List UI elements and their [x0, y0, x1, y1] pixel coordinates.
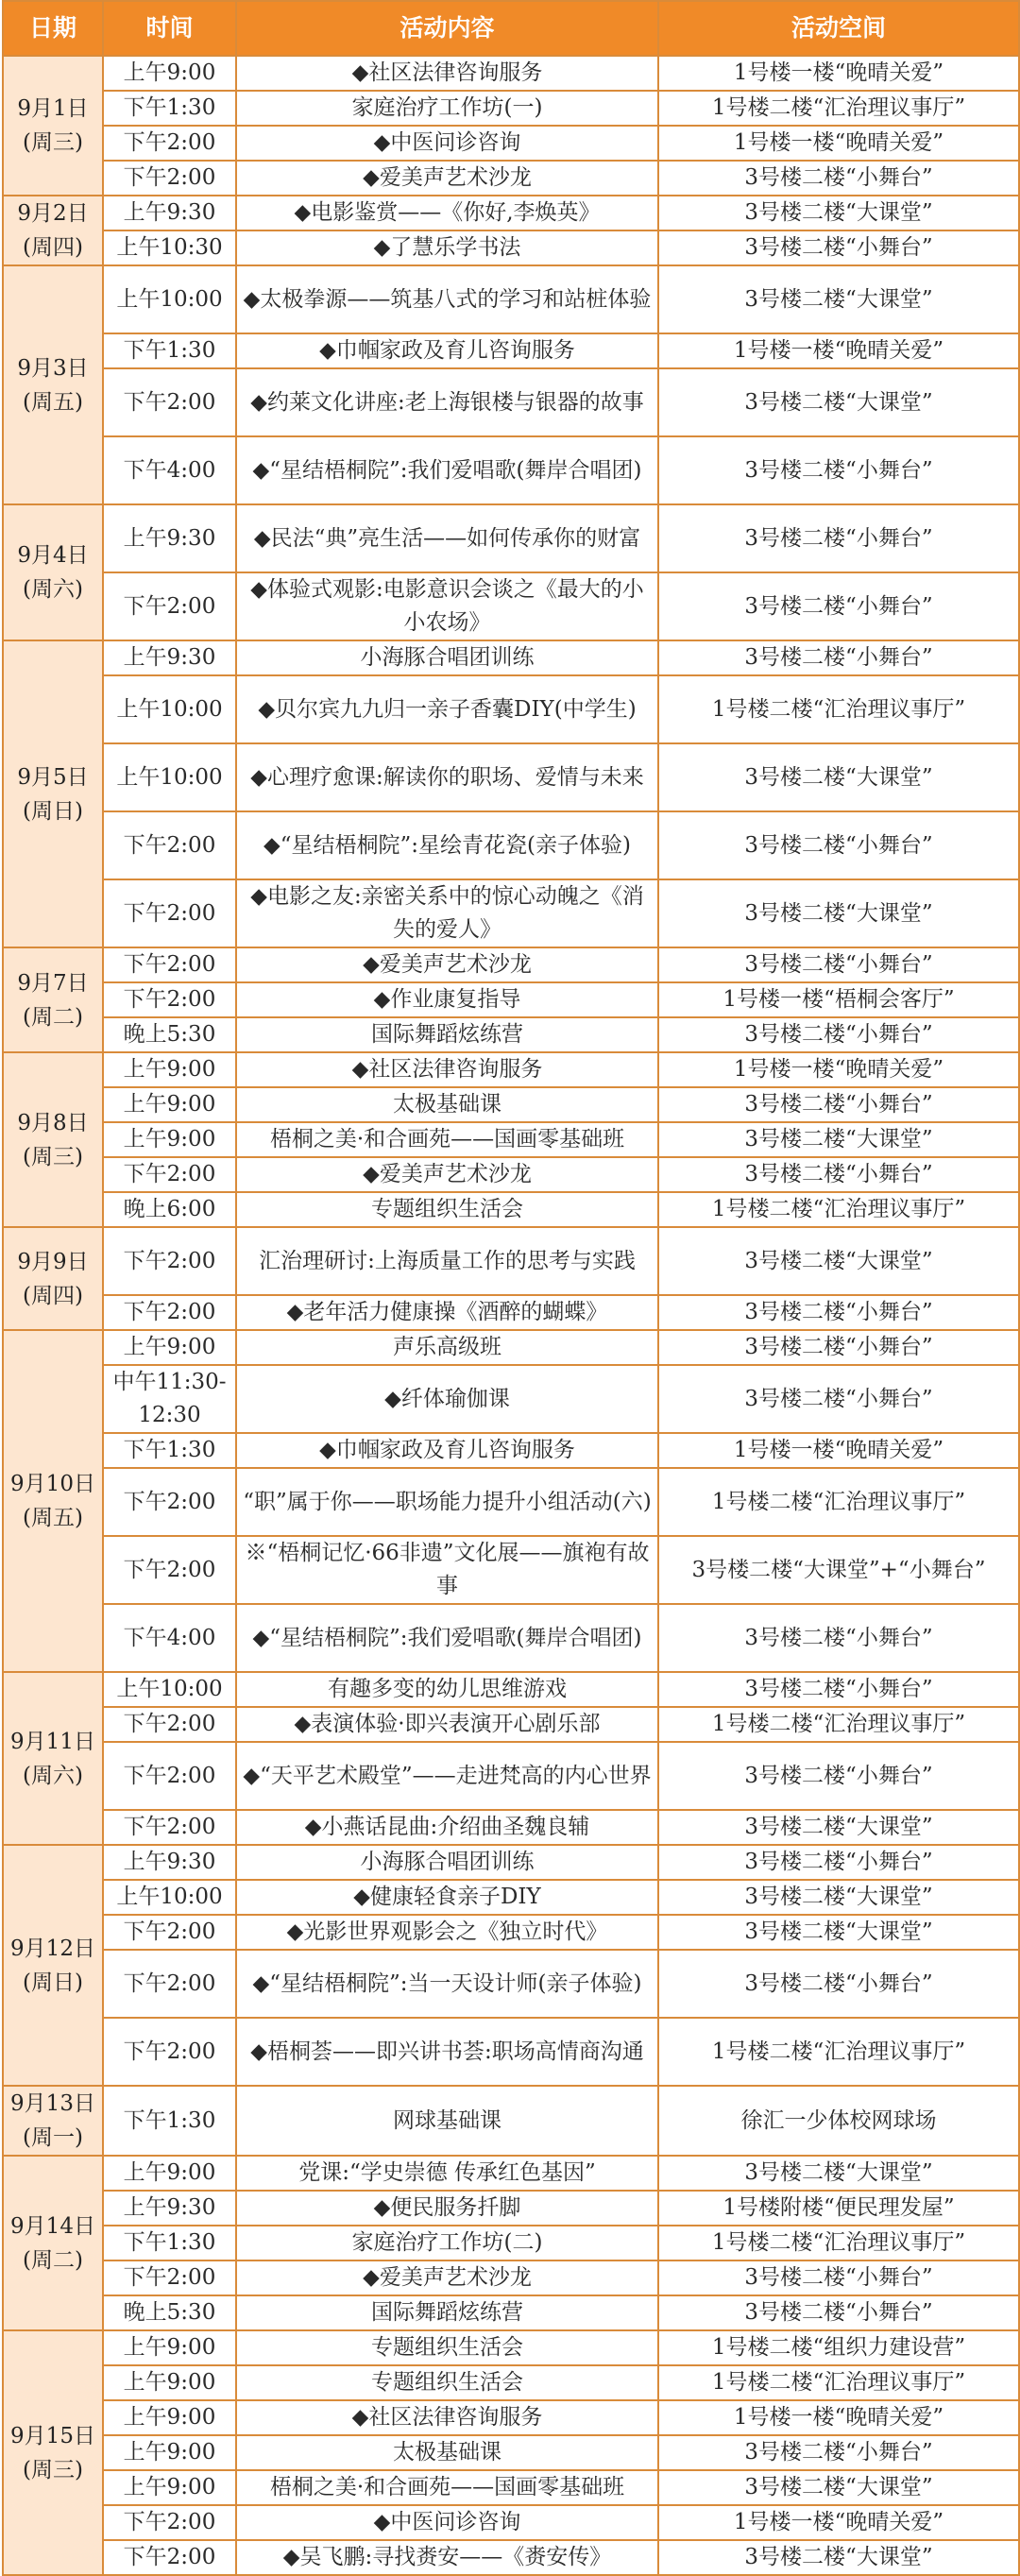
- date-label: 9月2日: [17, 201, 89, 226]
- table-row: [3, 126, 1019, 161]
- space-cell: 3号楼二楼“小舞台”: [658, 504, 1019, 572]
- table-row: [3, 504, 1019, 572]
- table-row: [3, 1950, 1019, 2018]
- content-cell: ◆了慧乐学书法: [236, 230, 658, 265]
- table-row: [3, 1122, 1019, 1157]
- date-cell: [3, 265, 103, 504]
- content-cell: ◆社区法律咨询服务: [236, 56, 658, 91]
- content-cell: ◆巾帼家政及育儿咨询服务: [236, 333, 658, 368]
- content-cell: ◆表演体验·即兴表演开心剧乐部: [236, 1707, 658, 1742]
- space-cell: 1号楼一楼“晚晴关爱”: [658, 333, 1019, 368]
- table-row: [3, 1295, 1019, 1330]
- space-cell: 3号楼二楼“小舞台”: [658, 1157, 1019, 1192]
- weekday-label: (周五): [23, 389, 83, 415]
- table-row: [3, 947, 1019, 982]
- table-row: [3, 1330, 1019, 1365]
- content-cell: ◆“天平艺术殿堂”——走进梵高的内心世界: [236, 1742, 658, 1810]
- space-cell: 1号楼二楼“汇治理议事厅”: [658, 2018, 1019, 2086]
- date-cell: [3, 640, 103, 947]
- time-cell: 中午11:30-12:30: [103, 1365, 236, 1433]
- content-cell: ◆健康轻食亲子DIY: [236, 1880, 658, 1915]
- space-cell: 3号楼二楼“小舞台”: [658, 1950, 1019, 2018]
- space-cell: 1号楼一楼“晚晴关爱”: [658, 1433, 1019, 1468]
- weekday-label: (周二): [23, 1004, 83, 1030]
- time-cell: 上午9:30: [103, 196, 236, 230]
- weekday-label: (周三): [23, 130, 83, 155]
- time-cell: 上午10:00: [103, 743, 236, 811]
- space-cell: 3号楼二楼“大课堂”: [658, 743, 1019, 811]
- time-cell: 晚上5:30: [103, 2295, 236, 2330]
- space-cell: 1号楼一楼“晚晴关爱”: [658, 2505, 1019, 2540]
- date-cell: [3, 1672, 103, 1845]
- table-row: [3, 2505, 1019, 2540]
- date-label: 9月3日: [17, 355, 89, 381]
- content-cell: ◆社区法律咨询服务: [236, 1052, 658, 1087]
- date-cell: [3, 1330, 103, 1672]
- space-cell: 3号楼二楼“小舞台”: [658, 230, 1019, 265]
- weekday-label: (周三): [23, 1144, 83, 1169]
- time-cell: 下午2:00: [103, 1915, 236, 1950]
- date-cell: [3, 1845, 103, 2086]
- content-cell: ◆爱美声艺术沙龙: [236, 947, 658, 982]
- content-cell: ◆“星结梧桐院”:当一天设计师(亲子体验): [236, 1950, 658, 2018]
- space-cell: 1号楼二楼“汇治理议事厅”: [658, 1192, 1019, 1227]
- time-cell: 晚上6:00: [103, 1192, 236, 1227]
- space-cell: 3号楼二楼“小舞台”: [658, 1295, 1019, 1330]
- date-cell: [3, 56, 103, 196]
- table-row: [3, 1087, 1019, 1122]
- date-cell: [3, 1227, 103, 1330]
- content-cell: 小海豚合唱团训练: [236, 1845, 658, 1880]
- content-cell: ◆吴飞鹏:寻找赉安——《赉安传》: [236, 2540, 658, 2575]
- content-cell: ◆中医问诊咨询: [236, 2505, 658, 2540]
- time-cell: 下午2:00: [103, 1810, 236, 1845]
- space-cell: 3号楼二楼“大课堂”: [658, 2540, 1019, 2575]
- content-cell: ◆巾帼家政及育儿咨询服务: [236, 1433, 658, 1468]
- content-cell: 小海豚合唱团训练: [236, 640, 658, 675]
- content-cell: ◆中医问诊咨询: [236, 126, 658, 161]
- content-cell: 国际舞蹈炫练营: [236, 1017, 658, 1052]
- space-cell: 3号楼二楼“大课堂”: [658, 1810, 1019, 1845]
- table-row: [3, 1536, 1019, 1604]
- time-cell: 上午9:00: [103, 2156, 236, 2191]
- space-cell: 3号楼二楼“小舞台”: [658, 1365, 1019, 1433]
- content-cell: 声乐高级班: [236, 1330, 658, 1365]
- time-cell: 上午9:00: [103, 1122, 236, 1157]
- date-cell: [3, 2156, 103, 2330]
- time-cell: 下午1:30: [103, 1433, 236, 1468]
- space-cell: 3号楼二楼“小舞台”: [658, 161, 1019, 196]
- table-row: [3, 56, 1019, 91]
- content-cell: 网球基础课: [236, 2086, 658, 2156]
- space-cell: 1号楼二楼“汇治理议事厅”: [658, 1707, 1019, 1742]
- content-cell: “职”属于你——职场能力提升小组活动(六): [236, 1468, 658, 1536]
- table-row: [3, 640, 1019, 675]
- header-row: [3, 1, 1019, 56]
- time-cell: 下午2:00: [103, 572, 236, 640]
- time-cell: 上午9:30: [103, 504, 236, 572]
- time-cell: 下午2:00: [103, 1227, 236, 1295]
- table-row: [3, 2086, 1019, 2156]
- table-row: [3, 196, 1019, 230]
- table-row: [3, 1845, 1019, 1880]
- table-row: [3, 1052, 1019, 1087]
- table-row: [3, 2470, 1019, 2505]
- table-row: [3, 1227, 1019, 1295]
- time-cell: 上午9:00: [103, 1330, 236, 1365]
- table-row: [3, 879, 1019, 947]
- table-row: [3, 2365, 1019, 2400]
- content-cell: 专题组织生活会: [236, 2365, 658, 2400]
- time-cell: 下午1:30: [103, 91, 236, 126]
- content-cell: ◆太极拳源——筑基八式的学习和站桩体验: [236, 265, 658, 333]
- header-time: 时间: [103, 1, 236, 56]
- content-cell: ◆爱美声艺术沙龙: [236, 2260, 658, 2295]
- space-cell: 3号楼二楼“小舞台”: [658, 1087, 1019, 1122]
- table-row: [3, 265, 1019, 333]
- space-cell: 3号楼二楼“小舞台”: [658, 947, 1019, 982]
- content-cell: 有趣多变的幼儿思维游戏: [236, 1672, 658, 1707]
- space-cell: 3号楼二楼“大课堂”: [658, 1122, 1019, 1157]
- table-row: [3, 2191, 1019, 2226]
- time-cell: 下午2:00: [103, 1950, 236, 2018]
- table-row: [3, 230, 1019, 265]
- content-cell: ◆“星结梧桐院”:我们爱唱歌(舞岸合唱团): [236, 436, 658, 504]
- table-row: [3, 1707, 1019, 1742]
- space-cell: 3号楼二楼“小舞台”: [658, 640, 1019, 675]
- content-cell: ◆民法“典”亮生活——如何传承你的财富: [236, 504, 658, 572]
- time-cell: 下午1:30: [103, 2086, 236, 2156]
- time-cell: 上午9:00: [103, 56, 236, 91]
- space-cell: 3号楼二楼“小舞台”: [658, 1330, 1019, 1365]
- time-cell: 上午10:00: [103, 1672, 236, 1707]
- content-cell: ◆老年活力健康操《酒醉的蝴蝶》: [236, 1295, 658, 1330]
- table-row: [3, 811, 1019, 879]
- time-cell: 下午2:00: [103, 879, 236, 947]
- table-row: [3, 91, 1019, 126]
- content-cell: ※“梧桐记忆·66非遗”文化展——旗袍有故事: [236, 1536, 658, 1604]
- time-cell: 下午2:00: [103, 2540, 236, 2575]
- table-row: [3, 1604, 1019, 1672]
- space-cell: 1号楼一楼“晚晴关爱”: [658, 126, 1019, 161]
- content-cell: ◆爱美声艺术沙龙: [236, 1157, 658, 1192]
- space-cell: 3号楼二楼“小舞台”: [658, 1604, 1019, 1672]
- content-cell: 汇治理研讨:上海质量工作的思考与实践: [236, 1227, 658, 1295]
- time-cell: 下午2:00: [103, 126, 236, 161]
- date-label: 9月9日: [17, 1249, 89, 1274]
- space-cell: 1号楼二楼“汇治理议事厅”: [658, 1468, 1019, 1536]
- content-cell: ◆作业康复指导: [236, 982, 658, 1017]
- weekday-label: (周五): [23, 1506, 83, 1530]
- table-row: [3, 2018, 1019, 2086]
- content-cell: 党课:“学史崇德 传承红色基因”: [236, 2156, 658, 2191]
- time-cell: 下午2:00: [103, 1295, 236, 1330]
- time-cell: 下午2:00: [103, 1536, 236, 1604]
- table-row: [3, 1672, 1019, 1707]
- date-cell: [3, 504, 103, 640]
- date-cell: [3, 947, 103, 1052]
- space-cell: 1号楼二楼“汇治理议事厅”: [658, 675, 1019, 743]
- space-cell: 3号楼二楼“大课堂”+“小舞台”: [658, 1536, 1019, 1604]
- date-label: 9月15日: [10, 2423, 95, 2448]
- time-cell: 下午2:00: [103, 1742, 236, 1810]
- schedule-body: [3, 56, 1019, 2575]
- space-cell: 3号楼二楼“小舞台”: [658, 2295, 1019, 2330]
- table-row: [3, 2260, 1019, 2295]
- content-cell: ◆光影世界观影会之《独立时代》: [236, 1915, 658, 1950]
- content-cell: 梧桐之美·和合画苑——国画零基础班: [236, 1122, 658, 1157]
- content-cell: ◆纤体瑜伽课: [236, 1365, 658, 1433]
- time-cell: 上午10:00: [103, 675, 236, 743]
- table-row: [3, 1017, 1019, 1052]
- content-cell: ◆电影鉴赏——《你好,李焕英》: [236, 196, 658, 230]
- space-cell: 3号楼二楼“小舞台”: [658, 2260, 1019, 2295]
- time-cell: 上午9:00: [103, 1087, 236, 1122]
- time-cell: 下午2:00: [103, 811, 236, 879]
- content-cell: ◆约莱文化讲座:老上海银楼与银器的故事: [236, 368, 658, 436]
- date-cell: [3, 1052, 103, 1227]
- space-cell: 1号楼二楼“汇治理议事厅”: [658, 91, 1019, 126]
- space-cell: 3号楼二楼“小舞台”: [658, 436, 1019, 504]
- weekday-label: (周日): [23, 798, 83, 824]
- weekday-label: (周二): [23, 2247, 83, 2273]
- table-row: [3, 2400, 1019, 2435]
- space-cell: 3号楼二楼“大课堂”: [658, 2470, 1019, 2505]
- content-cell: ◆梧桐荟——即兴讲书荟:职场高情商沟通: [236, 2018, 658, 2086]
- time-cell: 下午1:30: [103, 2226, 236, 2260]
- schedule-table: [2, 0, 1020, 2576]
- space-cell: 1号楼二楼“汇治理议事厅”: [658, 2365, 1019, 2400]
- time-cell: 下午4:00: [103, 436, 236, 504]
- time-cell: 上午9:30: [103, 2191, 236, 2226]
- space-cell: 3号楼二楼“大课堂”: [658, 265, 1019, 333]
- table-row: [3, 675, 1019, 743]
- space-cell: 3号楼二楼“大课堂”: [658, 368, 1019, 436]
- table-row: [3, 1742, 1019, 1810]
- table-row: [3, 2226, 1019, 2260]
- content-cell: ◆爱美声艺术沙龙: [236, 161, 658, 196]
- space-cell: 3号楼二楼“大课堂”: [658, 1880, 1019, 1915]
- date-cell: [3, 196, 103, 265]
- space-cell: 1号楼一楼“晚晴关爱”: [658, 1052, 1019, 1087]
- table-row: [3, 333, 1019, 368]
- time-cell: 下午2:00: [103, 982, 236, 1017]
- space-cell: 3号楼二楼“小舞台”: [658, 2435, 1019, 2470]
- table-row: [3, 1915, 1019, 1950]
- table-row: [3, 1880, 1019, 1915]
- content-cell: 国际舞蹈炫练营: [236, 2295, 658, 2330]
- space-cell: 3号楼二楼“小舞台”: [658, 1742, 1019, 1810]
- space-cell: 3号楼二楼“小舞台”: [658, 1672, 1019, 1707]
- date-label: 9月14日: [10, 2213, 95, 2239]
- weekday-label: (周六): [23, 577, 83, 602]
- time-cell: 下午2:00: [103, 161, 236, 196]
- content-cell: ◆体验式观影:电影意识会谈之《最大的小小农场》: [236, 572, 658, 640]
- weekday-label: (周四): [23, 1283, 83, 1308]
- header-date: 日期: [3, 1, 103, 56]
- content-cell: 专题组织生活会: [236, 1192, 658, 1227]
- weekday-label: (周六): [23, 1763, 83, 1788]
- date-label: 9月5日: [17, 764, 89, 790]
- table-row: [3, 1433, 1019, 1468]
- time-cell: 上午10:00: [103, 265, 236, 333]
- content-cell: ◆小燕话昆曲:介绍曲圣魏良辅: [236, 1810, 658, 1845]
- time-cell: 下午2:00: [103, 1468, 236, 1536]
- date-label: 9月11日: [10, 1729, 95, 1754]
- time-cell: 上午9:00: [103, 2330, 236, 2365]
- time-cell: 下午1:30: [103, 333, 236, 368]
- content-cell: 家庭治疗工作坊(二): [236, 2226, 658, 2260]
- table-row: [3, 436, 1019, 504]
- weekday-label: (周日): [23, 1970, 83, 1995]
- time-cell: 上午9:00: [103, 1052, 236, 1087]
- date-label: 9月8日: [17, 1110, 89, 1135]
- content-cell: ◆电影之友:亲密关系中的惊心动魄之《消失的爱人》: [236, 879, 658, 947]
- time-cell: 上午9:00: [103, 2400, 236, 2435]
- space-cell: 3号楼二楼“小舞台”: [658, 1017, 1019, 1052]
- table-row: [3, 1468, 1019, 1536]
- table-row: [3, 161, 1019, 196]
- time-cell: 上午10:00: [103, 1880, 236, 1915]
- table-row: [3, 368, 1019, 436]
- content-cell: ◆便民服务扦脚: [236, 2191, 658, 2226]
- space-cell: 3号楼二楼“小舞台”: [658, 1845, 1019, 1880]
- header-content: 活动内容: [236, 1, 658, 56]
- time-cell: 下午2:00: [103, 1157, 236, 1192]
- content-cell: ◆“星结梧桐院”:星绘青花瓷(亲子体验): [236, 811, 658, 879]
- date-label: 9月10日: [10, 1472, 95, 1496]
- time-cell: 下午2:00: [103, 2505, 236, 2540]
- time-cell: 上午9:00: [103, 2470, 236, 2505]
- space-cell: 1号楼二楼“组织力建设营”: [658, 2330, 1019, 2365]
- date-label: 9月12日: [10, 1936, 95, 1961]
- time-cell: 晚上5:30: [103, 1017, 236, 1052]
- date-label: 9月1日: [17, 96, 89, 121]
- date-label: 9月7日: [17, 970, 89, 996]
- content-cell: 家庭治疗工作坊(一): [236, 91, 658, 126]
- time-cell: 下午2:00: [103, 1707, 236, 1742]
- table-row: [3, 1810, 1019, 1845]
- content-cell: 太极基础课: [236, 2435, 658, 2470]
- weekday-label: (周一): [23, 2125, 83, 2150]
- space-cell: 3号楼二楼“大课堂”: [658, 1227, 1019, 1295]
- space-cell: 1号楼一楼“晚晴关爱”: [658, 2400, 1019, 2435]
- time-cell: 上午10:30: [103, 230, 236, 265]
- table-row: [3, 1192, 1019, 1227]
- table-row: [3, 572, 1019, 640]
- space-cell: 1号楼二楼“汇治理议事厅”: [658, 2226, 1019, 2260]
- date-cell: [3, 2330, 103, 2575]
- content-cell: ◆心理疗愈课:解读你的职场、爱情与未来: [236, 743, 658, 811]
- table-row: [3, 1157, 1019, 1192]
- table-row: [3, 743, 1019, 811]
- time-cell: 下午2:00: [103, 368, 236, 436]
- table-row: [3, 2540, 1019, 2575]
- space-cell: 3号楼二楼“大课堂”: [658, 879, 1019, 947]
- weekday-label: (周四): [23, 235, 83, 260]
- space-cell: 3号楼二楼“大课堂”: [658, 2156, 1019, 2191]
- date-label: 9月13日: [10, 2091, 95, 2116]
- table-row: [3, 2330, 1019, 2365]
- time-cell: 下午2:00: [103, 2260, 236, 2295]
- time-cell: 下午4:00: [103, 1604, 236, 1672]
- content-cell: ◆贝尔宾九九归一亲子香囊DIY(中学生): [236, 675, 658, 743]
- table-row: [3, 2156, 1019, 2191]
- content-cell: 太极基础课: [236, 1087, 658, 1122]
- content-cell: 专题组织生活会: [236, 2330, 658, 2365]
- space-cell: 1号楼一楼“晚晴关爱”: [658, 56, 1019, 91]
- space-cell: 3号楼二楼“大课堂”: [658, 196, 1019, 230]
- content-cell: 梧桐之美·和合画苑——国画零基础班: [236, 2470, 658, 2505]
- time-cell: 下午2:00: [103, 2018, 236, 2086]
- time-cell: 上午9:00: [103, 2365, 236, 2400]
- content-cell: ◆“星结梧桐院”:我们爱唱歌(舞岸合唱团): [236, 1604, 658, 1672]
- table-row: [3, 2295, 1019, 2330]
- weekday-label: (周三): [23, 2457, 83, 2482]
- date-cell: [3, 2086, 103, 2156]
- table-row: [3, 1365, 1019, 1433]
- time-cell: 下午2:00: [103, 947, 236, 982]
- time-cell: 上午9:30: [103, 640, 236, 675]
- space-cell: 3号楼二楼“大课堂”: [658, 1915, 1019, 1950]
- table-row: [3, 2435, 1019, 2470]
- table-row: [3, 982, 1019, 1017]
- space-cell: 3号楼二楼“小舞台”: [658, 811, 1019, 879]
- time-cell: 上午9:00: [103, 2435, 236, 2470]
- content-cell: ◆社区法律咨询服务: [236, 2400, 658, 2435]
- date-label: 9月4日: [17, 543, 89, 568]
- space-cell: 3号楼二楼“小舞台”: [658, 572, 1019, 640]
- header-space: 活动空间: [658, 1, 1019, 56]
- space-cell: 1号楼附楼“便民理发屋”: [658, 2191, 1019, 2226]
- space-cell: 1号楼一楼“梧桐会客厅”: [658, 982, 1019, 1017]
- time-cell: 上午9:30: [103, 1845, 236, 1880]
- space-cell: 徐汇一少体校网球场: [658, 2086, 1019, 2156]
